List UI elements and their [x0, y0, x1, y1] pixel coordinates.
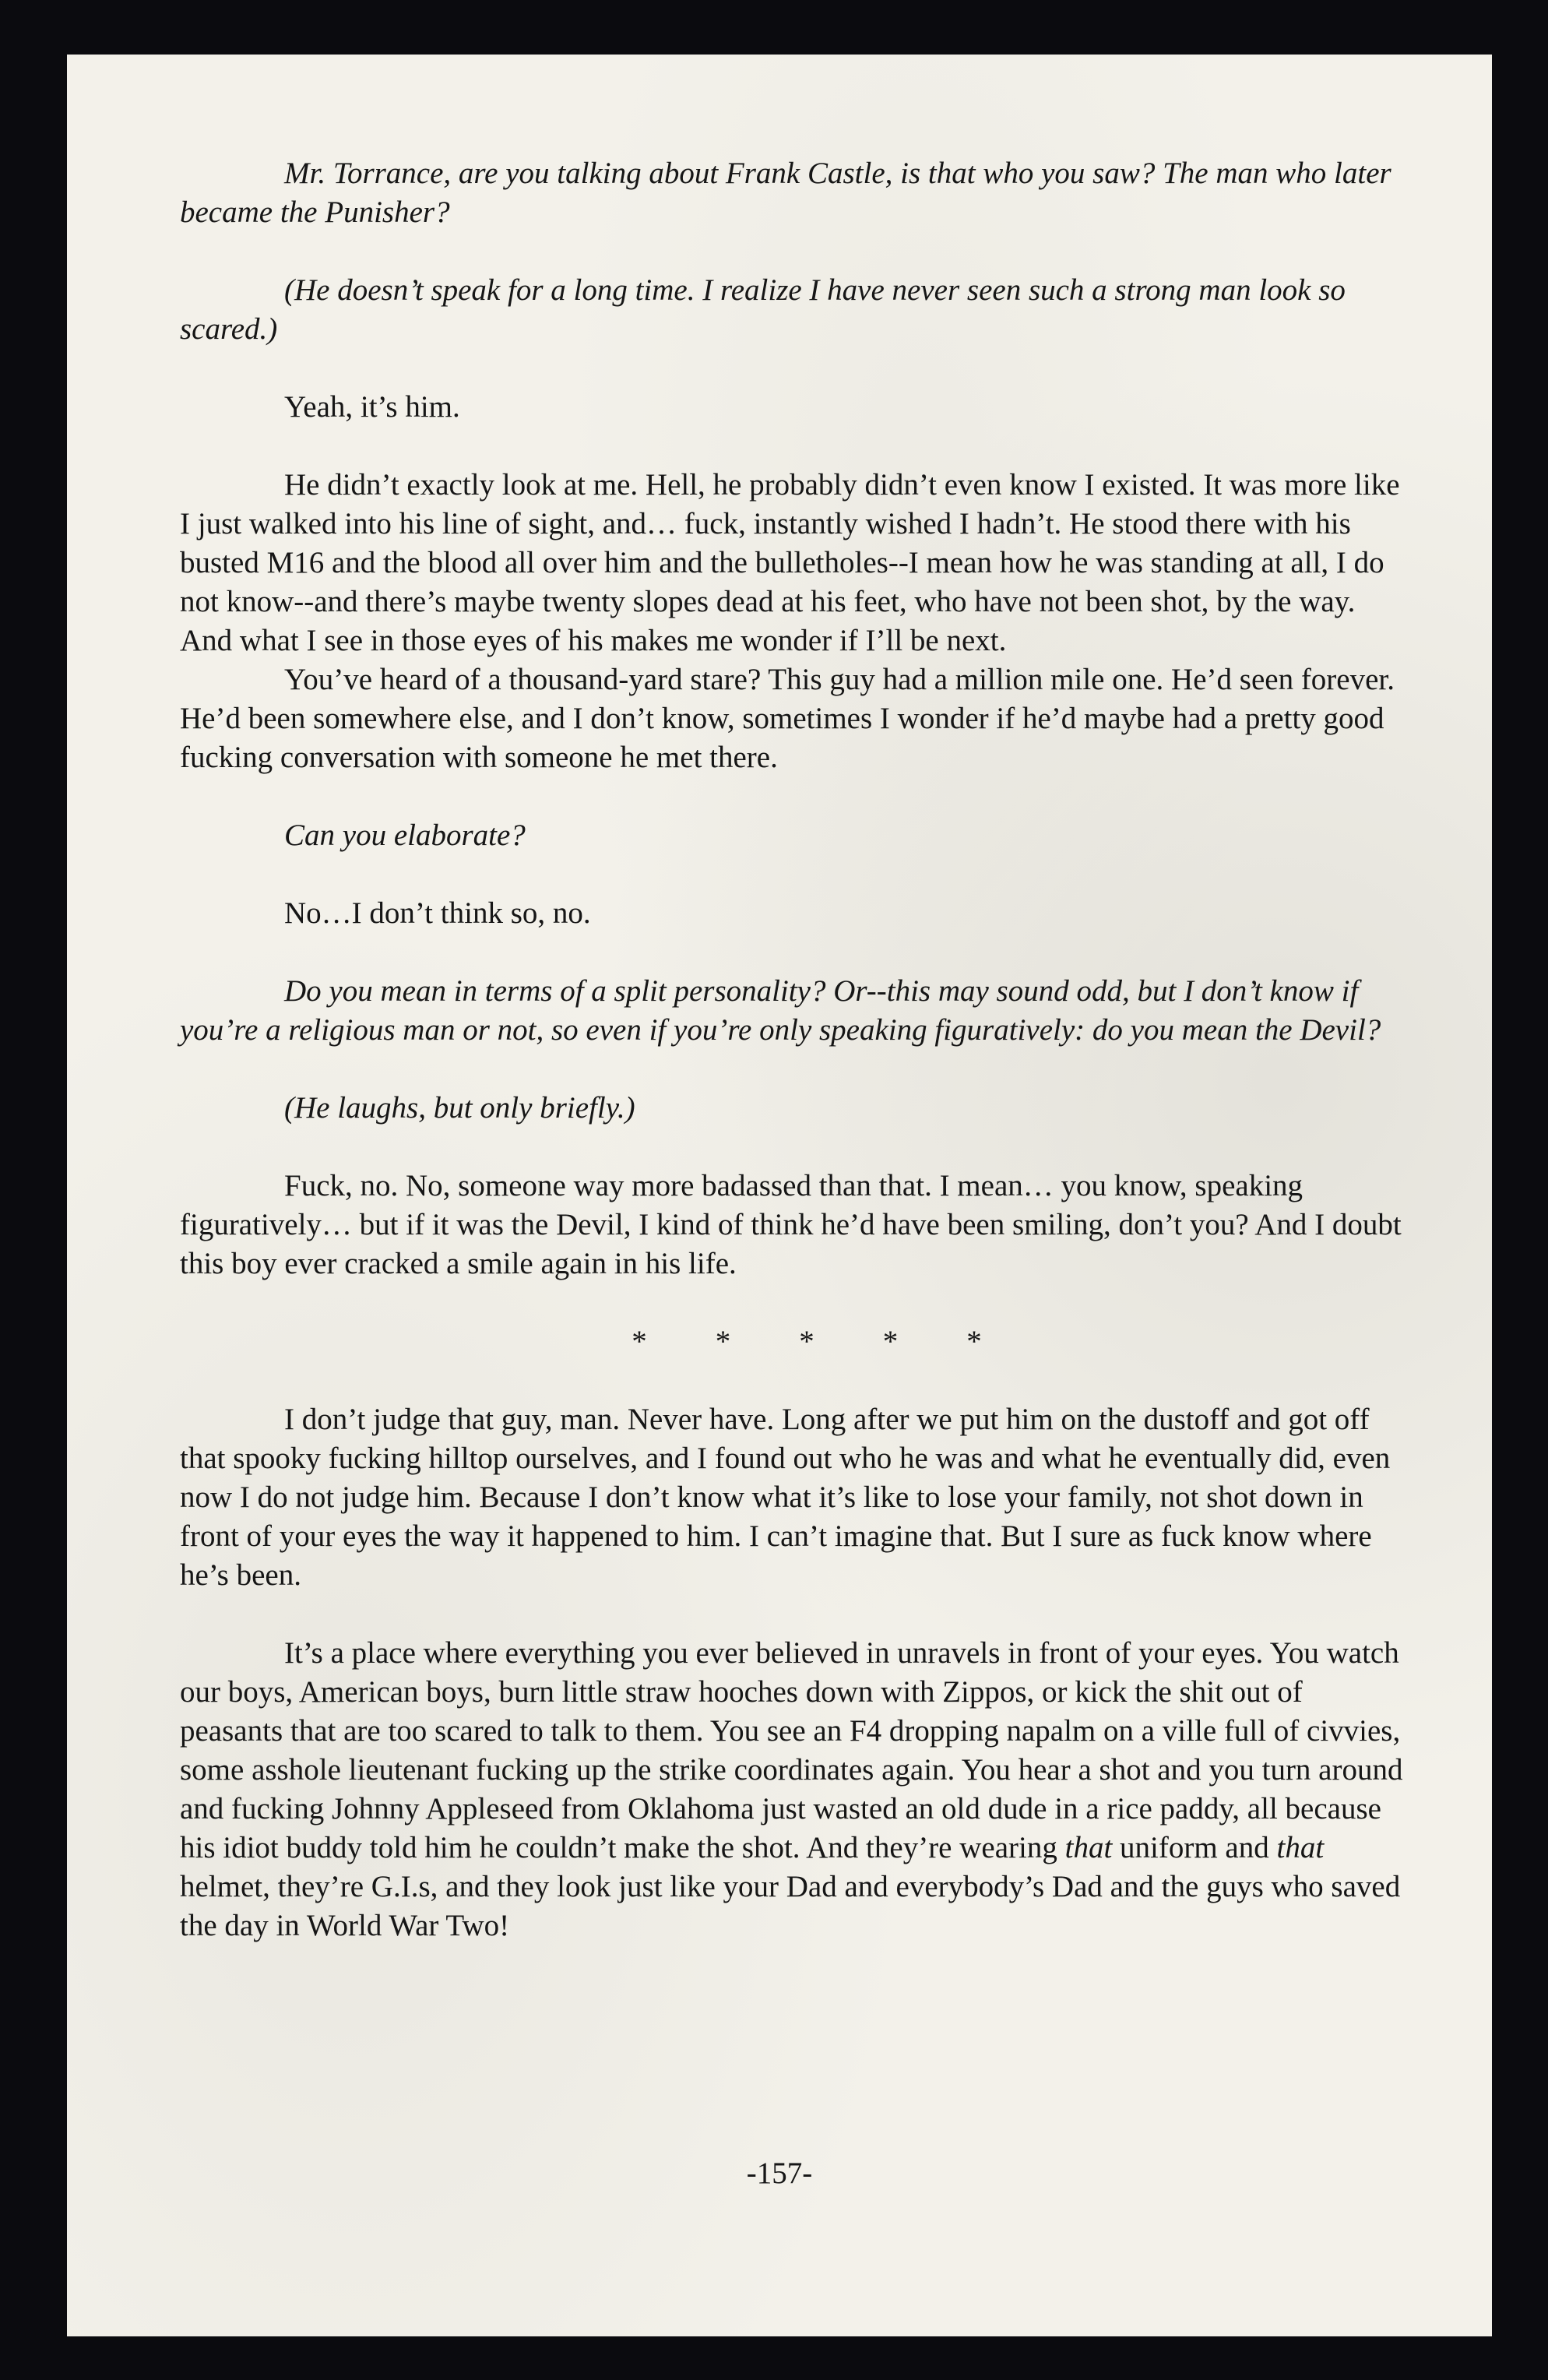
paragraph-thousand-yard-stare: You’ve heard of a thousand-yard stare? This guy had a million mile one. He’d seen forever. He’d been somewhere else, and I don’t know, sometimes I wonder if he’d maybe had a pretty good fucking conversation with someone he met there. — [180, 663, 1395, 774]
answer-its-him: Yeah, it’s him. — [284, 390, 460, 424]
section-separator — [180, 1322, 1410, 1361]
paragraph-didnt-look: He didn’t exactly look at me. Hell, he probably didn’t even know I existed. It was more like I just walked into his line of sight, and… fuck, instantly wished I hadn’t. He stood there with his busted M16 and the blood all over him and the bulletholes--I mean how he was standing at all, I do not know--and there’s maybe twenty slopes dead at his feet, who have not been shot, by the way. And what I see in those eyes of his makes me wonder if I’ll be next. — [180, 468, 1400, 657]
page-text — [180, 154, 1410, 1984]
question-devil: Do you mean in terms of a split personality? Or--this may sound odd, but I don’t know if you’re a religious man or not, so even if you’re only speaking figuratively: do you mean the Devil? — [180, 974, 1381, 1047]
text-segment: uniform and — [1112, 1831, 1277, 1864]
separator-star: * — [632, 1325, 647, 1358]
separator-star: * — [966, 1325, 982, 1358]
separator-star: * — [882, 1325, 899, 1358]
emphasis-that: that — [1276, 1831, 1325, 1864]
separator-star: * — [715, 1325, 731, 1358]
paragraph-dont-judge: I don’t judge that guy, man. Never have. Long after we put him on the dustoff and got off that spooky fucking hilltop ourselves, and I found out who he was and what he eventually did, even now I do not judge him. Because I don’t know what it’s like to lose your family, not shot down in front of your eyes the way it happened to him. I can’t imagine that. But I sure as fuck know where he’s been. — [180, 1403, 1391, 1592]
question-frank-castle: Mr. Torrance, are you talking about Frank Castle, is that who you saw? The man who later became the Punisher? — [180, 157, 1391, 229]
emphasis-that: that — [1064, 1831, 1113, 1864]
separator-star: * — [799, 1325, 814, 1358]
text-segment: It’s a place where everything you ever believed in unravels in front of your eyes. You watch our boys, American boys, burn little straw hooches down with Zippos, or kick the shit out of peasants that are too scared to talk to them. You see an F4 dropping napalm on a ville full of civvies, some asshole lieutenant fucking up the strike coordinates again. You hear a shot and you turn around and fucking Johnny Appleseed from Oklahoma just wasted an old dude in a rice paddy, all because his idiot buddy told him he couldn’t make the shot. And they’re wearing — [180, 1636, 1403, 1864]
paragraph-badassed: Fuck, no. No, someone way more badassed than that. I mean… you know, speaking figuratively… but if it was the Devil, I kind of think he’d have been smiling, don’t you? And I doubt this boy ever cracked a smile again in his life. — [180, 1169, 1402, 1280]
stage-direction-laughs: (He laughs, but only briefly.) — [284, 1091, 635, 1125]
page-number: -157- — [746, 2156, 813, 2190]
paragraph-place-unravels — [180, 1634, 1410, 1945]
answer-no: No…I don’t think so, no. — [284, 896, 591, 930]
book-page — [67, 55, 1492, 2336]
question-elaborate: Can you elaborate? — [284, 819, 526, 852]
text-segment: helmet, they’re G.I.s, and they look just like your Dad and everybody’s Dad and the guys who saved the day in World War Two! — [180, 1870, 1401, 1942]
stage-direction-silence: (He doesn’t speak for a long time. I realize I have never seen such a strong man look so scared.) — [180, 273, 1346, 346]
